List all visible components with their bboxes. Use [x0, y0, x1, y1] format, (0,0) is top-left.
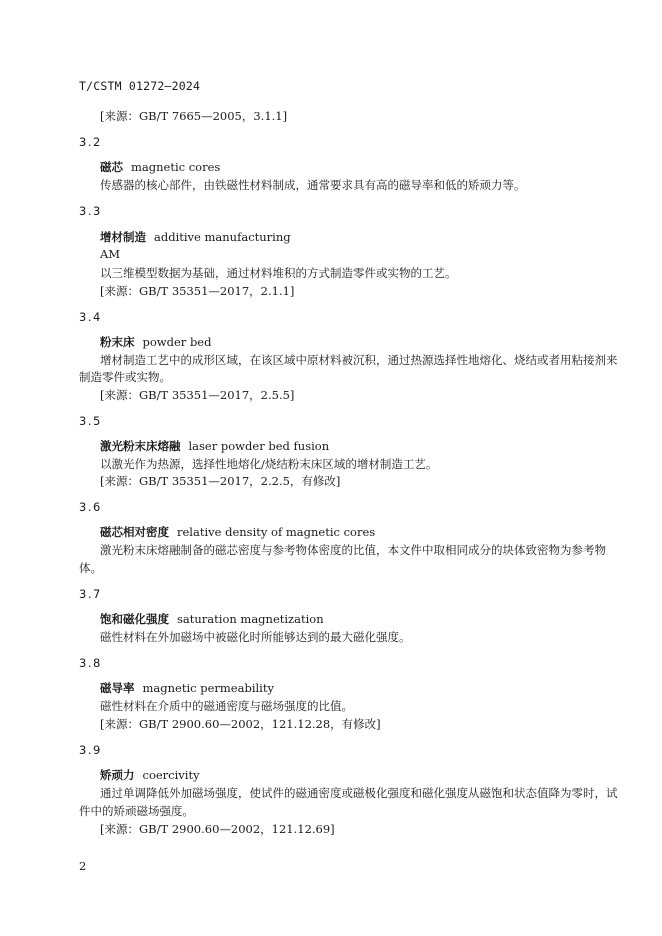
term-number: 3.9 — [79, 743, 102, 757]
term-number: 3.5 — [79, 414, 102, 428]
term-number: 3.3 — [79, 204, 102, 218]
term-zh: 磁芯相对密度 — [100, 525, 169, 539]
term-definition-line: 以三维模型数据为基础，通过材料堆积的方式制造零件或实物的工艺。 — [100, 266, 457, 280]
term-zh: 矫顽力 — [100, 768, 135, 782]
document-code-header: T/CSTM 01272—2024 — [79, 79, 201, 93]
term-zh: 粉末床 — [100, 335, 135, 349]
term-en: magnetic cores — [131, 160, 221, 174]
term-definition-line: 体。 — [79, 561, 102, 575]
term-definition-line: 磁性材料在介质中的磁通密度与磁场强度的比值。 — [100, 699, 353, 713]
term-zh: 激光粉末床熔融 — [100, 439, 181, 453]
term-zh: 磁导率 — [100, 681, 135, 695]
term-definition-line: 通过单调降低外加磁场强度，使试件的磁通密度或磁极化强度和磁化强度从磁饱和状态值降为零时，试 — [100, 786, 618, 800]
term-title — [100, 334, 211, 350]
term-title — [100, 767, 200, 783]
term-zh: 增材制造 — [100, 230, 146, 244]
term-abbreviation: AM — [100, 247, 121, 261]
term-number: 3.6 — [79, 500, 102, 514]
term-number: 3.4 — [79, 310, 102, 324]
term-en: additive manufacturing — [154, 230, 291, 244]
term-definition-line: 传感器的核心部件，由铁磁性材料制成，通常要求具有高的磁导率和低的矫顽力等。 — [100, 178, 526, 192]
term-title — [100, 524, 375, 540]
page-number: 2 — [79, 859, 87, 873]
term-en: coercivity — [142, 768, 200, 782]
term-number: 3.8 — [79, 656, 102, 670]
term-definition-line: 增材制造工艺中的成形区域，在该区域中原材料被沉积，通过热源选择性地熔化、烧结或者用粘接剂来 — [100, 353, 618, 367]
term-title — [100, 680, 274, 696]
intro-source-line: [来源：GB/T 7665—2005，3.1.1] — [100, 109, 288, 123]
term-title — [100, 611, 324, 627]
term-source: [来源：GB/T 35351—2017，2.1.1] — [100, 284, 295, 298]
term-zh: 磁芯 — [100, 160, 123, 174]
term-definition-line: 件中的矫顽磁场强度。 — [79, 804, 194, 818]
term-source: [来源：GB/T 35351—2017，2.5.5] — [100, 388, 295, 402]
term-definition-line: 磁性材料在外加磁场中被磁化时所能够达到的最大磁化强度。 — [100, 630, 411, 644]
term-source: [来源：GB/T 2900.60—2002，121.12.28，有修改] — [100, 717, 381, 731]
term-definition-line: 激光粉末床熔融制备的磁芯密度与参考物体密度的比值，本文件中取相同成分的块体致密物为参考物 — [100, 543, 606, 557]
term-title — [100, 159, 220, 175]
term-source: [来源：GB/T 35351—2017，2.2.5，有修改] — [100, 474, 341, 488]
term-en: magnetic permeability — [142, 681, 274, 695]
term-title — [100, 229, 291, 245]
term-source: [来源：GB/T 2900.60—2002，121.12.69] — [100, 822, 335, 836]
term-en: powder bed — [142, 335, 212, 349]
term-en: relative density of magnetic cores — [177, 525, 376, 539]
term-en: laser powder bed fusion — [188, 439, 330, 453]
term-en: saturation magnetization — [177, 612, 324, 626]
term-zh: 饱和磁化强度 — [100, 612, 169, 626]
term-definition-line: 制造零件或实物。 — [79, 370, 171, 384]
term-number: 3.2 — [79, 135, 102, 149]
term-title — [100, 438, 329, 454]
term-definition-line: 以激光作为热源，选择性地熔化/烧结粉末床区域的增材制造工艺。 — [100, 457, 438, 471]
term-number: 3.7 — [79, 587, 102, 601]
